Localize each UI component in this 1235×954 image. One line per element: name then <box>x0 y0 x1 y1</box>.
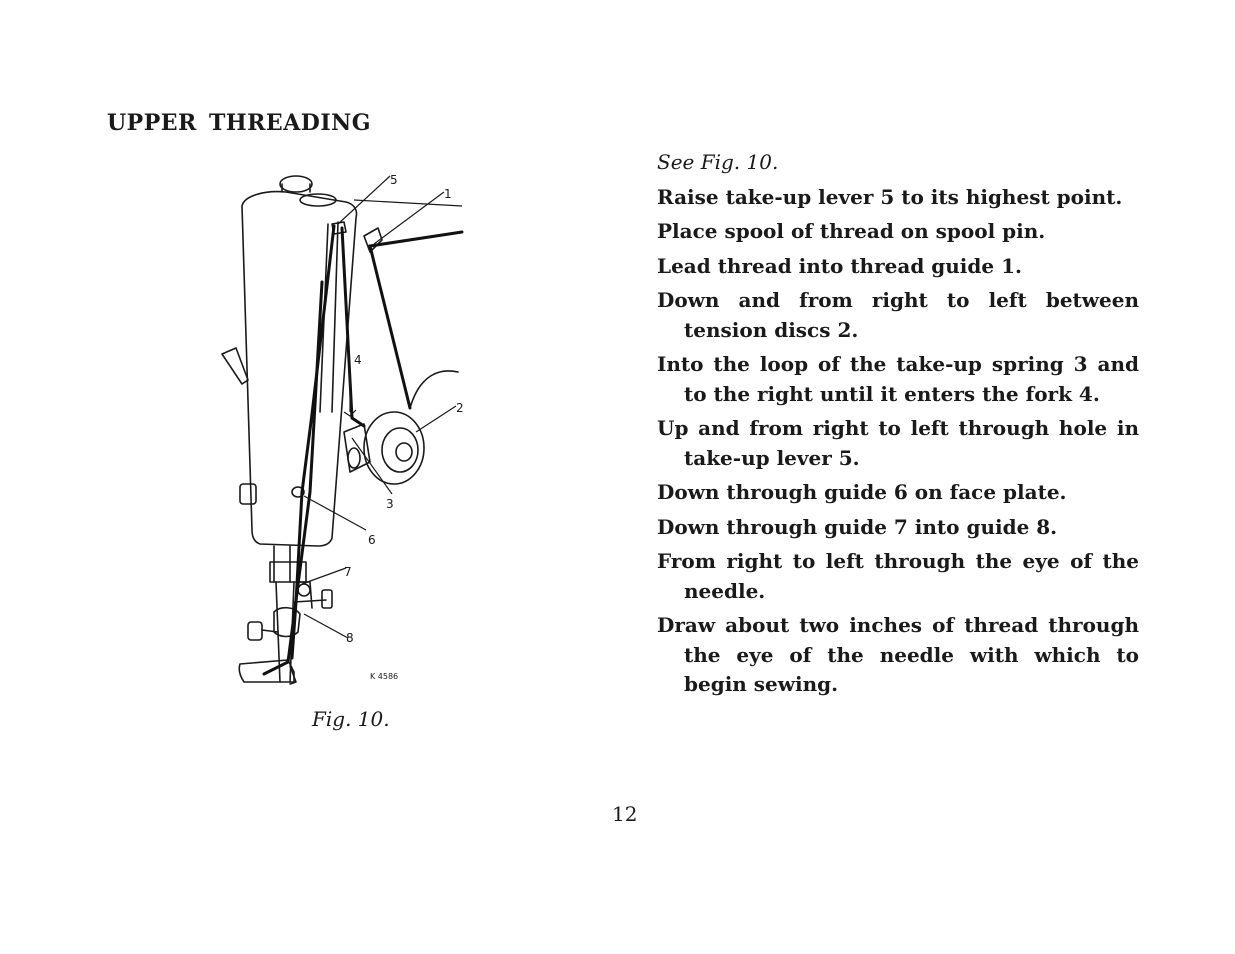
threading-diagram <box>214 162 476 702</box>
machine-head <box>242 192 357 546</box>
step-9: From right to left through the eye of the needle. <box>657 549 1139 603</box>
step-8: Down through guide 7 into guide 8. <box>657 514 1058 539</box>
step-5: Into the loop of the take-up spring 3 and to the right until it enters the fork 4. <box>657 352 1140 406</box>
label-8: 8 <box>346 631 354 645</box>
page-number: 12 <box>612 802 638 826</box>
label-6: 6 <box>368 533 376 547</box>
presser-screw-icon <box>248 622 262 640</box>
step-3: Lead thread into thread guide 1. <box>657 253 1022 278</box>
step-4: Down and from right to left between tension discs 2. <box>657 288 1139 342</box>
label-5: 5 <box>390 173 398 187</box>
label-2: 2 <box>456 401 464 415</box>
top-knob-icon <box>280 176 312 192</box>
figure-code: K 4586 <box>370 672 399 681</box>
figure-reference: See Fig. 10. <box>657 150 779 174</box>
step-2: Place spool of thread on spool pin. <box>657 219 1046 243</box>
section-heading: UPPER THREADING <box>107 110 372 136</box>
label-3: 3 <box>386 497 394 511</box>
label-1: 1 <box>444 187 452 201</box>
side-lever <box>222 348 248 384</box>
figure-caption: Fig. 10. <box>312 707 390 731</box>
side-screw-icon <box>240 484 256 504</box>
guide-7-screw-icon <box>322 590 332 608</box>
step-10: Draw about two inches of thread through the eye of the needle with which to begin sewing. <box>657 613 1139 696</box>
label-4: 4 <box>354 353 362 367</box>
step-6: Up and from right to left through hole in take-up lever 5. <box>657 416 1139 470</box>
step-1: Raise take-up lever 5 to its highest point. <box>657 184 1123 209</box>
threading-instructions <box>657 148 1139 705</box>
label-7: 7 <box>344 565 352 579</box>
tension-discs-icon <box>364 412 424 484</box>
thread-line <box>370 232 462 408</box>
step-7: Down through guide 6 on face plate. <box>657 480 1067 504</box>
